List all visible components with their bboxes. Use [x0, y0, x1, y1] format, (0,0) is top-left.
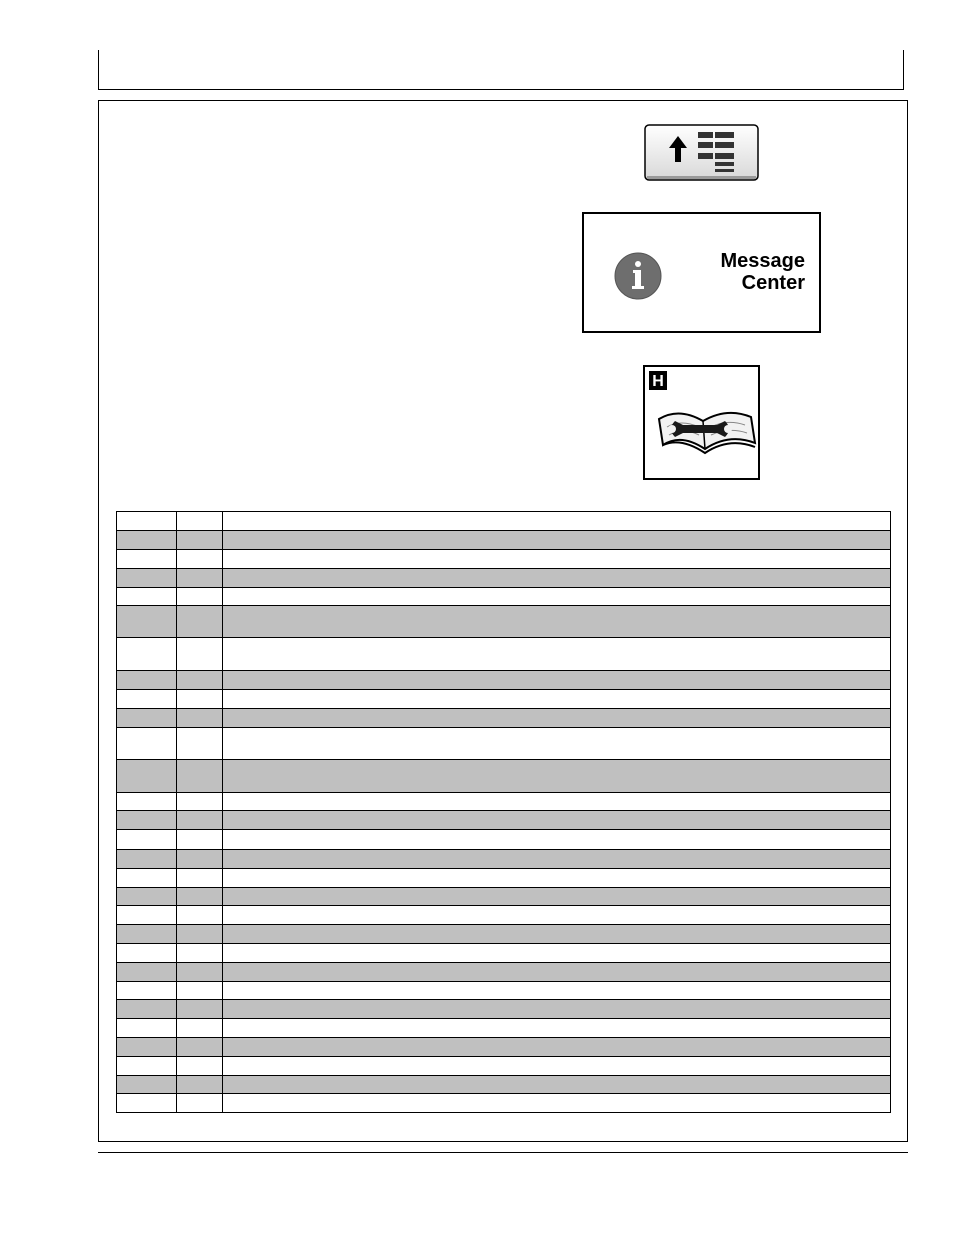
table-cell	[177, 981, 223, 999]
table-cell	[177, 690, 223, 709]
service-key-letter: H	[652, 373, 664, 390]
table-cell	[177, 999, 223, 1018]
message-center-line1: Message	[720, 250, 805, 272]
table-cell	[177, 638, 223, 671]
table-cell	[117, 531, 177, 550]
table-cell	[177, 962, 223, 981]
table-cell	[177, 887, 223, 905]
table-cell	[223, 887, 891, 905]
table-cell	[223, 830, 891, 849]
table-cell	[117, 569, 177, 588]
table-cell	[117, 588, 177, 606]
table-row	[117, 1075, 891, 1093]
table-row	[117, 849, 891, 868]
table-cell	[223, 1018, 891, 1037]
table-row	[117, 905, 891, 924]
table-row	[117, 1037, 891, 1056]
table-cell	[177, 1037, 223, 1056]
table-cell	[223, 531, 891, 550]
table-cell	[177, 606, 223, 638]
table-cell	[223, 905, 891, 924]
message-center-label	[721, 250, 806, 294]
table-cell	[223, 690, 891, 709]
table-row	[117, 588, 891, 606]
table-row	[117, 924, 891, 943]
table-cell	[223, 849, 891, 868]
table-cell	[177, 728, 223, 760]
table-row	[117, 962, 891, 981]
table-cell	[223, 962, 891, 981]
table-cell	[117, 999, 177, 1018]
table-cell	[117, 943, 177, 962]
header-box	[98, 50, 904, 90]
table-cell	[177, 588, 223, 606]
table-cell	[117, 887, 177, 905]
table-cell	[223, 638, 891, 671]
table-cell	[223, 1093, 891, 1112]
table-cell	[177, 569, 223, 588]
table-row	[117, 1056, 891, 1075]
table-cell	[177, 760, 223, 793]
table-cell	[117, 1075, 177, 1093]
table-cell	[177, 793, 223, 811]
table-cell	[223, 1075, 891, 1093]
table-cell	[223, 999, 891, 1018]
table-cell	[223, 793, 891, 811]
table-cell	[223, 924, 891, 943]
table-cell	[117, 1037, 177, 1056]
table-cell	[177, 849, 223, 868]
table-row	[117, 981, 891, 999]
table-cell	[223, 606, 891, 638]
table-cell	[117, 638, 177, 671]
table-row	[117, 793, 891, 811]
table-row	[117, 569, 891, 588]
table-cell	[177, 811, 223, 830]
table-cell	[223, 1037, 891, 1056]
table-cell	[223, 671, 891, 690]
table-cell	[223, 760, 891, 793]
table-row	[117, 671, 891, 690]
table-cell	[177, 1018, 223, 1037]
table-cell	[177, 550, 223, 569]
table-row	[117, 728, 891, 760]
table-row	[117, 830, 891, 849]
page-up-list-icon[interactable]	[644, 124, 759, 181]
table-row	[117, 531, 891, 550]
table-cell	[223, 1056, 891, 1075]
table-cell	[117, 1018, 177, 1037]
table-cell	[117, 760, 177, 793]
table-cell	[223, 550, 891, 569]
table-cell	[223, 588, 891, 606]
table-cell	[117, 671, 177, 690]
table-cell	[177, 709, 223, 728]
table-cell	[177, 830, 223, 849]
table-cell	[117, 811, 177, 830]
table-body	[117, 512, 891, 1113]
table-cell	[177, 868, 223, 887]
info-icon	[614, 252, 662, 300]
table-cell	[223, 569, 891, 588]
table-cell	[117, 849, 177, 868]
table-cell	[117, 550, 177, 569]
table-cell	[117, 512, 177, 531]
data-table	[116, 511, 891, 1113]
table-cell	[117, 962, 177, 981]
table-cell	[117, 709, 177, 728]
table-row	[117, 887, 891, 905]
table-cell	[223, 943, 891, 962]
table-row	[117, 709, 891, 728]
table-cell	[177, 943, 223, 962]
table-row	[117, 606, 891, 638]
table-cell	[117, 793, 177, 811]
table-row	[117, 760, 891, 793]
table-cell	[177, 671, 223, 690]
table-cell	[117, 1093, 177, 1112]
table-row	[117, 1018, 891, 1037]
table-row	[117, 868, 891, 887]
table-cell	[177, 531, 223, 550]
table-cell	[117, 606, 177, 638]
table-row	[117, 638, 891, 671]
table-cell	[117, 1056, 177, 1075]
table-cell	[223, 728, 891, 760]
service-manual-button[interactable]	[643, 365, 760, 480]
table-cell	[177, 1075, 223, 1093]
table-cell	[223, 709, 891, 728]
message-center-line2: Center	[741, 272, 805, 294]
table-cell	[117, 868, 177, 887]
footer-rule	[98, 1152, 908, 1153]
table-cell	[177, 905, 223, 924]
table-cell	[223, 868, 891, 887]
table-row	[117, 943, 891, 962]
table-row	[117, 811, 891, 830]
table-cell	[223, 512, 891, 531]
table-cell	[177, 1056, 223, 1075]
table-cell	[117, 690, 177, 709]
message-center-button[interactable]	[582, 212, 821, 333]
table-cell	[223, 981, 891, 999]
table-row	[117, 550, 891, 569]
table-cell	[117, 924, 177, 943]
table-cell	[117, 905, 177, 924]
table-cell	[177, 512, 223, 531]
table-cell	[177, 924, 223, 943]
table-cell	[117, 728, 177, 760]
service-manual-wrench-icon	[659, 413, 755, 453]
table-row	[117, 690, 891, 709]
table-row	[117, 1093, 891, 1112]
table-row	[117, 512, 891, 531]
table-cell	[117, 830, 177, 849]
table-cell	[177, 1093, 223, 1112]
table-row	[117, 999, 891, 1018]
table-cell	[223, 811, 891, 830]
table-cell	[117, 981, 177, 999]
